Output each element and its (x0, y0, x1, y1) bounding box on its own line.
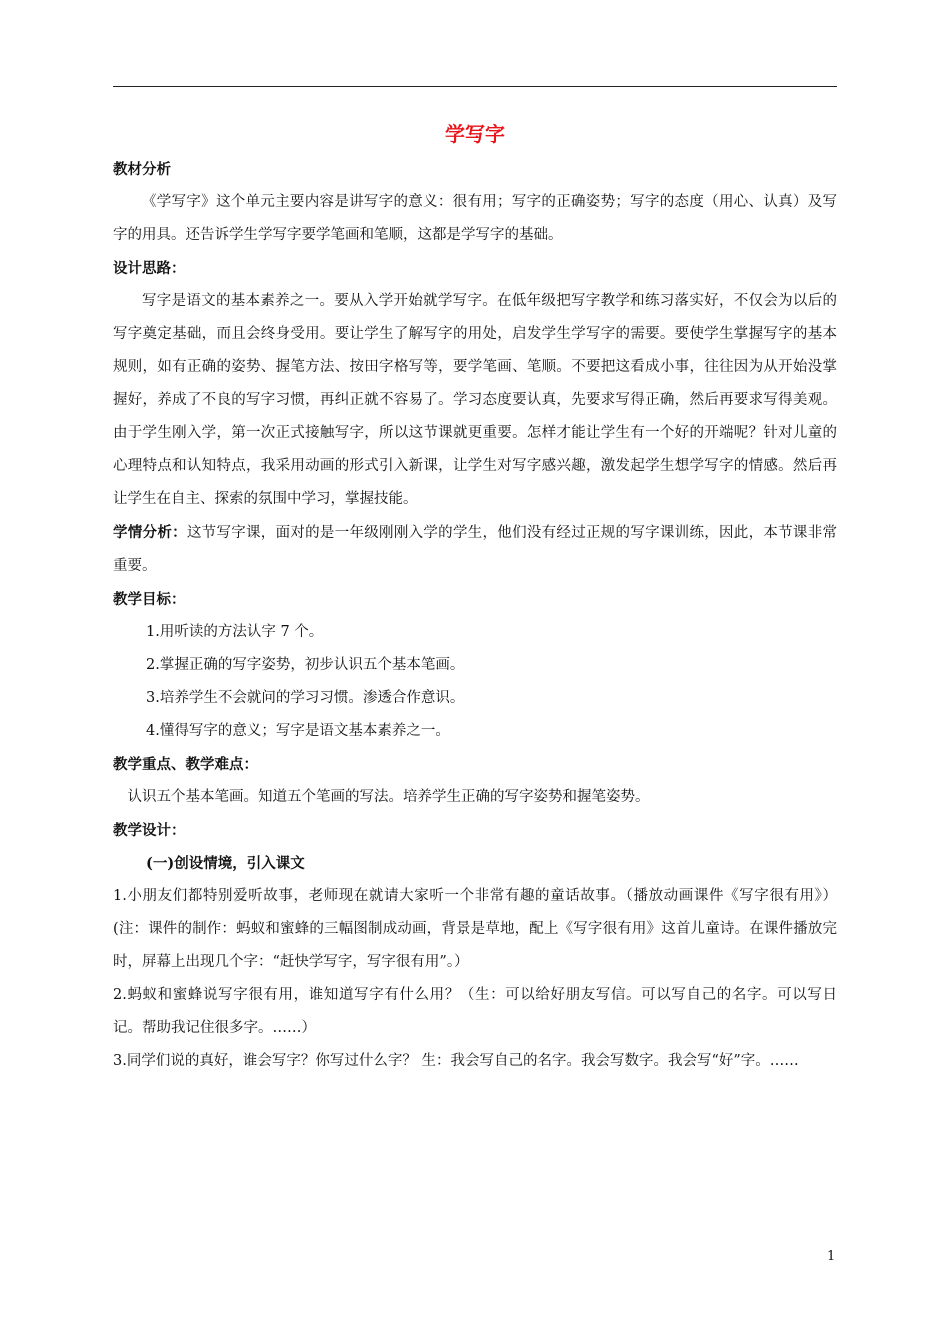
teaching-step: 3.同学们说的真好，谁会写字？你写过什么字？ 生：我会写自己的名字。我会写数字。我会写“好”字。…… (113, 1053, 799, 1069)
goal-item: 2.掌握正确的写字姿势，初步认识五个基本笔画。 (146, 657, 465, 673)
section-heading-material: 教材分析 (113, 161, 171, 178)
document-body (113, 120, 837, 1078)
document-title: 学写字 (445, 122, 505, 146)
goal-item: 3.培养学生不会就问的学习习惯。渗透合作意识。 (146, 690, 465, 706)
material-paragraph: 《学写字》这个单元主要内容是讲写字的意义：很有用；写字的正确姿势；写字的态度（用心、认真）及写字的用具。还告诉学生学写字要学笔画和笔顺，这都是学写字的基础。 (113, 194, 837, 243)
goal-item: 1.用听读的方法认字 7 个。 (146, 624, 324, 640)
student-analysis-paragraph (113, 516, 837, 583)
section-heading-goals: 教学目标： (113, 591, 186, 608)
teaching-step: 1.小朋友们都特别爱听故事，老师现在就请大家听一个非常有趣的童话故事。（播放动画课件《写字很有用》）(注：课件的制作：蚂蚁和蜜蜂的三幅图制成动画，背景是草地，配上《写字很有用》这首儿童诗。在课件播放完时，屏幕上出现几个字：“赶快学写字，写字很有用”。） (113, 888, 837, 970)
section-heading-key-points: 教学重点、教学难点： (113, 756, 258, 773)
goal-item: 4.懂得写字的意义；写字是语文基本素养之一。 (146, 723, 450, 739)
teaching-design-subheading: (一)创设情境，引入课文 (146, 855, 305, 872)
design-idea-paragraph: 写字是语文的基本素养之一。要从入学开始就学写字。在低年级把写字教学和练习落实好，不仅会为以后的写字奠定基础，而且会终身受用。要让学生了解写字的用处，启发学生学写字的需要。要使学生掌握写字的基本规则，如有正确的姿势、握笔方法、按田字格写等，要学笔画、笔顺。不要把这看成小事，往往因为从开始没掌握好，养成了不良的写字习惯，再纠正就不容易了。学习态度要认真，先要求写得正确，然后再要求写得美观。由于学生刚入学，第一次正式接触写字，所以这节课就更重要。怎样才能让学生有一个好的开端呢？针对儿童的心理特点和认知特点，我采用动画的形式引入新课，让学生对写字感兴趣，激发起学生想学写字的情感。然后再让学生在自主、探索的氛围中学习，掌握技能。 (113, 293, 837, 507)
section-heading-design-idea: 设计思路： (113, 260, 186, 277)
section-heading-teaching-design: 教学设计： (113, 822, 186, 839)
header-rule (113, 86, 837, 87)
section-heading-student-analysis: 学情分析： (113, 524, 187, 541)
key-points-paragraph: 认识五个基本笔画。知道五个笔画的写法。培养学生正确的写字姿势和握笔姿势。 (127, 789, 650, 805)
page-number: 1 (827, 1249, 836, 1264)
teaching-step: 2.蚂蚁和蜜蜂说写字很有用，谁知道写字有什么用？（生：可以给好朋友写信。可以写自己的名字。可以写日记。帮助我记住很多字。……） (113, 987, 837, 1036)
student-analysis-text: 这节写字课，面对的是一年级刚刚入学的学生，他们没有经过正规的写字课训练，因此，本节课非常重要。 (113, 525, 837, 574)
